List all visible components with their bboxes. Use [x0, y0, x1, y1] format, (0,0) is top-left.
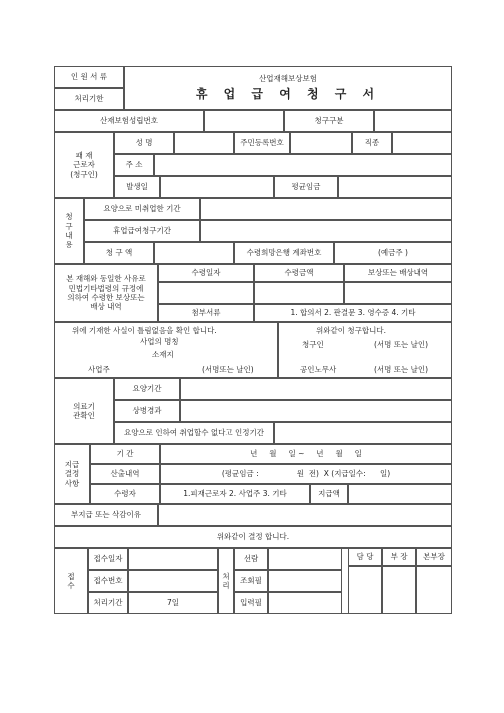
- recipient-options: 1.피재근로자 2. 사업주 3. 기타: [183, 489, 287, 499]
- claim-type-label-cell: [284, 110, 374, 132]
- recipient-options-cell[interactable]: [160, 484, 310, 504]
- receipt-intake-date-label: 접수일자: [93, 554, 123, 564]
- inquiry-label-cell: [234, 570, 268, 592]
- attachments-label: 첨부서류: [191, 308, 221, 318]
- payment-section-label: 지급 결정 사항: [54, 444, 90, 504]
- calc-label-cell: [90, 464, 160, 484]
- receipt-number-label: 접수번호: [93, 576, 123, 586]
- intake-label-cell: [54, 66, 124, 88]
- receipt-number-field[interactable]: [128, 570, 218, 592]
- processing-period-cell: [54, 88, 124, 110]
- review-label: 선람: [243, 554, 259, 564]
- director-label: 본부장: [423, 552, 445, 562]
- payment-period-label: 기 간: [116, 449, 134, 459]
- decision-cell: [54, 526, 452, 548]
- attachments-label-cell: [158, 304, 254, 322]
- payment-amount-label: 지급액: [318, 489, 340, 499]
- rrn-label-cell: [234, 132, 290, 154]
- receipt-intake-date-field[interactable]: [128, 548, 218, 570]
- payment-period-field[interactable]: [160, 444, 452, 464]
- occurrence-field[interactable]: [160, 176, 274, 198]
- claim-amount-field[interactable]: [154, 242, 234, 264]
- injury-progress-field[interactable]: [180, 400, 452, 422]
- claim-statement: 위와같이 청구합니다.: [316, 326, 386, 335]
- manager-label: 담 당: [356, 552, 374, 562]
- attachments-list-cell: [254, 304, 452, 322]
- claimant-sign-hint: (서명 또는 날인): [374, 340, 429, 349]
- payment-amount-field[interactable]: [348, 484, 452, 504]
- treatment-period-field[interactable]: [180, 378, 452, 400]
- claimant-label: 청구인: [302, 340, 324, 349]
- name-label-cell: [114, 132, 174, 154]
- rrn-field[interactable]: [290, 132, 352, 154]
- review-field[interactable]: [268, 548, 342, 570]
- receipt-amount-label: 수령금액: [284, 268, 314, 278]
- bank-label-cell: [234, 242, 334, 264]
- receipt-date-label: 수령일자: [191, 268, 221, 278]
- receipt-period-value: 7일: [166, 598, 180, 608]
- compensation-detail-header: [344, 264, 452, 282]
- unable-period-field[interactable]: [200, 198, 452, 220]
- inquiry-label: 조회필: [240, 576, 262, 586]
- calc-field[interactable]: [160, 464, 452, 484]
- employer-label: 사업주: [88, 365, 110, 374]
- reject-label: 부지급 또는 삭감이유: [71, 510, 141, 520]
- compensation-detail-field[interactable]: [344, 282, 452, 304]
- calc-label: 산출내역: [110, 469, 140, 479]
- director-header: [416, 548, 452, 566]
- claim-period-label-cell: [84, 220, 200, 242]
- claim-type-field[interactable]: [374, 110, 452, 132]
- attachments-list: 1. 합의서 2. 판결문 3. 영수증 4. 기타: [290, 308, 416, 318]
- attorney-sign-hint: (서명 또는 날인): [374, 365, 429, 374]
- injury-progress-label-cell: [114, 400, 180, 422]
- job-label: 직종: [364, 138, 380, 148]
- job-label-cell: [352, 132, 392, 154]
- form-subtitle: 산업재해보상보험: [259, 73, 317, 83]
- avg-wage-field[interactable]: [338, 176, 452, 198]
- avg-wage-label: 평균임금: [291, 182, 321, 192]
- receipt-amount-field[interactable]: [254, 282, 344, 304]
- occurrence-label: 발생일: [126, 182, 148, 192]
- location-label: 소재지: [152, 350, 174, 359]
- recipient-label-cell: [90, 484, 160, 504]
- claim-period-label: 휴업급여청구기간: [113, 226, 171, 236]
- avg-wage-label-cell: [274, 176, 338, 198]
- manager-sign-box[interactable]: [348, 566, 382, 614]
- name-label: 성 명: [135, 138, 153, 148]
- injury-progress-label: 상병경과: [132, 406, 162, 416]
- claim-section-label: 청 구 내 용: [54, 198, 84, 264]
- receipt-period-label-cell: [88, 592, 128, 614]
- form-title: 휴 업 급 여 청 구 서: [195, 87, 381, 102]
- unable-work-label-cell: [114, 422, 274, 444]
- receipt-number-label-cell: [88, 570, 128, 592]
- business-name-label: 사업의 명칭: [140, 337, 179, 346]
- payment-amount-label-cell: [310, 484, 348, 504]
- register-label-cell: [234, 592, 268, 614]
- claim-period-field[interactable]: [200, 220, 452, 242]
- address-label: 주 소: [125, 160, 143, 170]
- reject-reason-field[interactable]: [158, 504, 452, 526]
- calc-template: (평균임금 : 원 전) X (지급일수: 일): [221, 469, 391, 479]
- review-label-cell: [234, 548, 268, 570]
- dept-head-sign-box[interactable]: [382, 566, 416, 614]
- unable-period-label: 요양으로 미취업한 기간: [103, 204, 181, 214]
- policy-number-label: 산재보험성립번호: [100, 116, 158, 126]
- dept-head-header: [382, 548, 416, 566]
- register-field[interactable]: [268, 592, 342, 614]
- depositor-label: (예금주 ): [378, 248, 408, 258]
- recipient-label: 수령자: [114, 489, 136, 499]
- policy-number-field[interactable]: [204, 110, 284, 132]
- receipt-period-value-cell: [128, 592, 218, 614]
- receipt-date-label-cell: [88, 548, 128, 570]
- receipt-date-field[interactable]: [158, 282, 254, 304]
- intake-label: 인 원 서 류: [70, 72, 108, 82]
- process-section-label: 처 리: [218, 548, 234, 614]
- receipt-period-label: 처리기간: [93, 598, 123, 608]
- policy-number-label-cell: [54, 110, 204, 132]
- job-field[interactable]: [392, 132, 452, 154]
- reject-label-cell: [54, 504, 158, 526]
- worker-section-label: 패 재 근로자 (청구인): [54, 132, 114, 198]
- address-label-cell: [114, 154, 154, 176]
- rrn-label: 주민등록번호: [240, 138, 284, 148]
- unable-work-field[interactable]: [274, 422, 452, 444]
- treatment-period-label-cell: [114, 378, 180, 400]
- employer-statement: 위에 기재한 사실이 틀림없음을 확인 합니다.: [72, 326, 217, 335]
- claim-amount-label: 청 구 액: [105, 248, 133, 258]
- bank-label: 수령희망은행 계좌번호: [246, 248, 322, 258]
- compensation-detail-label: 보상또는 배상내역: [367, 268, 429, 278]
- claim-type-label: 청구구분: [314, 116, 344, 126]
- claim-amount-label-cell: [84, 242, 154, 264]
- occurrence-label-cell: [114, 176, 160, 198]
- inquiry-field[interactable]: [268, 570, 342, 592]
- receipt-date-header: [158, 264, 254, 282]
- compensation-description: 본 재해와 동일한 사유로 민법기타법령의 규정에 의하여 수령한 보상또는 배상 내역: [54, 264, 158, 322]
- payment-period-label-cell: [90, 444, 160, 464]
- form-title-cell: [124, 66, 452, 110]
- treatment-period-label: 요양기간: [132, 384, 162, 394]
- bank-account-field[interactable]: [334, 242, 452, 264]
- decision-statement: 위와같이 결정 합니다.: [216, 532, 290, 542]
- receipt-amount-header: [254, 264, 344, 282]
- receipt-section-label: 접 수: [54, 548, 88, 614]
- name-field[interactable]: [174, 132, 234, 154]
- address-field[interactable]: [154, 154, 452, 176]
- unable-work-label: 요양으로 인하여 취업할수 없다고 인정기간: [124, 428, 264, 438]
- processing-period-label: 처리기한: [74, 94, 104, 104]
- labor-attorney-label: 공인노무사: [300, 365, 337, 374]
- medical-section-label: 의료기 관확인: [54, 378, 114, 444]
- claim-form: [54, 66, 452, 614]
- employer-sign-hint: (서명또는 날인): [202, 365, 254, 374]
- register-label: 입력필: [240, 598, 262, 608]
- director-sign-box[interactable]: [416, 566, 452, 614]
- manager-header: [348, 548, 382, 566]
- payment-period-template: 년 월 일 ~ 년 월 일: [250, 449, 362, 459]
- unable-period-label-cell: [84, 198, 200, 220]
- dept-head-label: 부 장: [390, 552, 408, 562]
